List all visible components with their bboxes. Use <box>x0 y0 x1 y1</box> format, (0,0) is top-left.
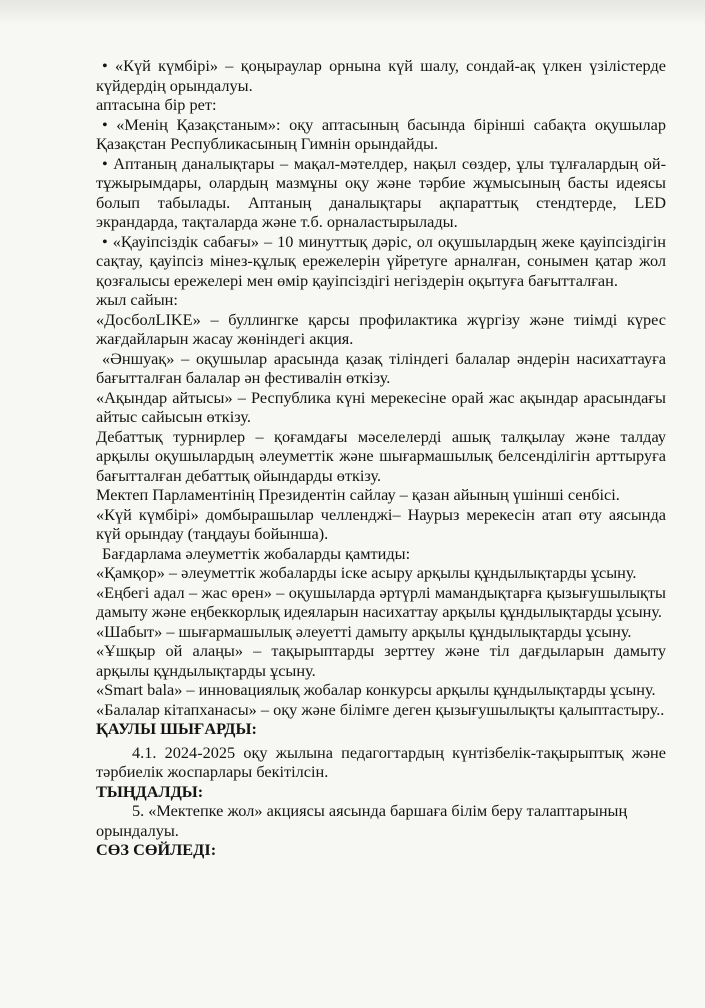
item-akyndar-aitysy: «Ақындар айтысы» – Республика күні мерекесіне орай жас ақындар арасындағы айтыс сайысын өткізу. <box>96 387 666 426</box>
listened-heading: ТЫҢДАЛДЫ: <box>96 781 204 801</box>
decision-heading: ҚАУЛЫ ШЫҒАРДЫ: <box>96 719 257 738</box>
scan-bleed-through <box>0 0 705 26</box>
item-kamkor: «Қамқор» – әлеуметтік жобаларды іске асыру арқылы құндылықтарды ұсыну. <box>96 563 637 582</box>
item-enbegi-adal: «Еңбегі адал – жас өрен» – оқушыларда әртүрлі мамандықтарға қызығушылықты дамыту және еңбеккорлық идеяларын насихаттау арқылы құндылықтарды ұсыну. <box>96 582 666 621</box>
item-parliament: Мектеп Парламентінің Президентін сайлау – қазан айының үшінші сенбісі. <box>96 485 620 504</box>
item-dosbollike: «ДосболLIKE» – буллингке қарсы профилактика жүргізу және тиімді күрес жағдайларын жасау жөніндегі акция. <box>96 309 666 348</box>
item-debates: Дебаттық турнирлер – қоғамдағы мәселелерді ашық талқылау және талдау арқылы оқушылардың әлеуметтік және шығармашылық белсенділігін арттыруға бағытталған дебаттық ойындарды өткізу. <box>96 426 666 485</box>
yearly-label: жыл сайын: <box>96 290 178 309</box>
listened-text: 5. «Мектепке жол» акциясы аясында баршаға білім беру талаптарының орындалуы. <box>96 801 628 840</box>
item-menin-kazakhstanym: • «Менің Қазақстаным»: оқу аптасының басында бірінші сабақта оқушылар Қазақстан Республикасының Гимнін орындайды. <box>96 114 666 153</box>
item-shabyt: «Шабыт» – шығармашылық әлеуетті дамыту арқылы құндылықтарды ұсыну. <box>96 621 632 641</box>
item-enshuak: «Әншуақ» – оқушылар арасында қазақ тіліндегі балалар әндерін насихаттауға бағытталған балалар ән фестивалін өткізу. <box>96 348 666 387</box>
item-ushkyr-oi: «Ұшқыр ой алаңы» – тақырыптарды зерттеу және тіл дағдыларын дамыту арқылы құндылықтарды ұсыну. <box>96 641 666 680</box>
document-body <box>96 56 666 860</box>
item-safety-lesson: • «Қауіпсіздік сабағы» – 10 минуттық дәріс, ол оқушылардың жеке қауіпсіздігін сақтау, қауіпсіз мінез-құлық ережелерін үйретуге арналған, сонымен қатар жол қозғалысы ережелері мен өмір қауіпсіздігі негіздерін оқытуға бағытталған. <box>96 231 666 290</box>
item-weekly-wisdom: • Аптаның даналықтары – мақал-мәтелдер, нақыл сөздер, ұлы тұлғалардың ой-тұжырымдары, олардың мазмұны оқу және тәрбие жұмысының басты идеясы болып табылады. Аптаның даналықтары ақпараттық стендтерде, LED экрандарда, тақталарда және т.б. орналастырылады. <box>96 153 666 231</box>
program-label: Бағдарлама әлеуметтік жобаларды қамтиды: <box>102 543 411 563</box>
item-smart-bala: «Smart bala» – инновациялық жобалар конкурсы арқылы құндылықтарды ұсыну. <box>96 680 656 699</box>
spoke-heading: СӨЗ СӨЙЛЕДІ: <box>96 840 217 859</box>
item-kuy-kumbiri: • «Күй күмбірі» – қоңыраулар орнына күй шалу, сондай-ақ үлкен үзілістерде күйдердің орындалуы. <box>96 56 666 95</box>
weekly-label: аптасына бір рет: <box>96 95 217 114</box>
item-children-library: «Балалар кітапханасы» – оқу және білімге деген қызығушылықты қалыптастыру.. <box>96 699 665 719</box>
decision-text: 4.1. 2024-2025 оқу жылына педагогтардың күнтізбелік-тақырыптық және тәрбиелік жоспарлары бекітілсін. <box>96 742 666 781</box>
item-dombyra-challenge: «Күй күмбірі» домбырашылар челленджі– Наурыз мерекесін атап өту аясында күй орындау (таңдауы бойынша). <box>96 504 666 543</box>
